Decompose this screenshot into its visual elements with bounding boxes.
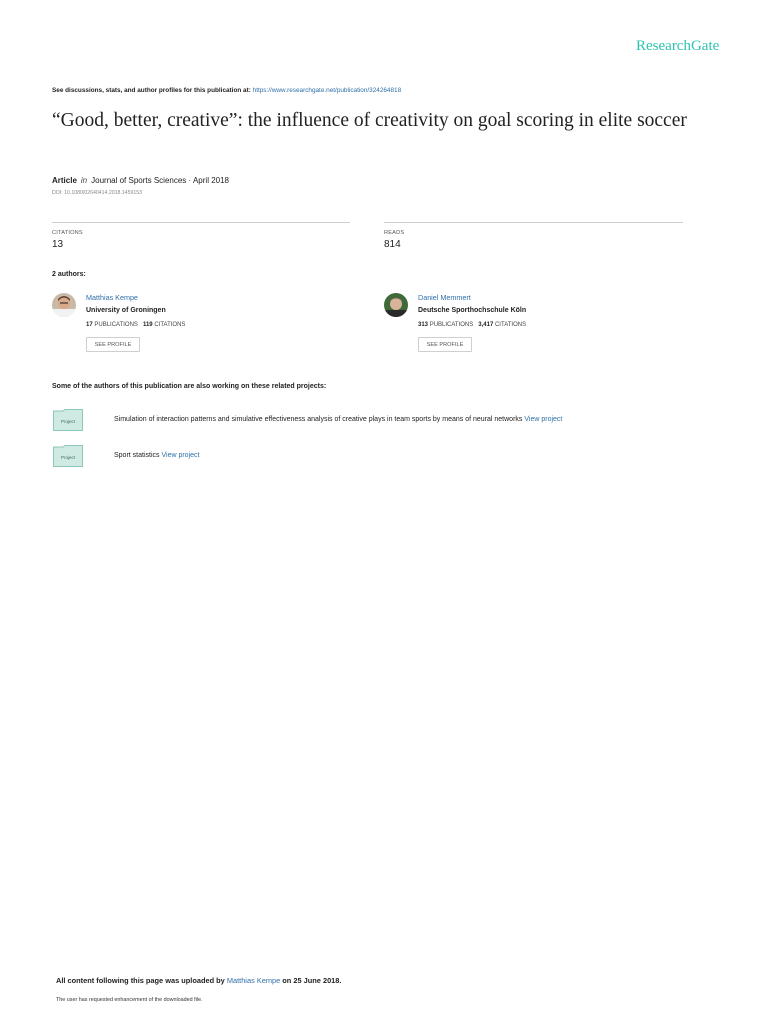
related-projects-heading: Some of the authors of this publication are also working on these related projects: xyxy=(52,383,327,390)
author-name-kempe[interactable]: Matthias Kempe xyxy=(86,293,138,302)
view-project-link-1[interactable]: View project xyxy=(524,416,563,423)
citations-divider xyxy=(52,222,350,223)
publication-url-link[interactable]: https://www.researchgate.net/publication/324264818 xyxy=(252,87,402,94)
reads-count: 814 xyxy=(384,239,401,250)
project-folder-icon xyxy=(53,445,83,467)
uploader-link[interactable]: Matthias Kempe xyxy=(226,976,281,985)
enhancement-note: The user has requested enhancement of the downloaded file. xyxy=(56,997,203,1003)
reads-divider xyxy=(384,222,683,223)
researchgate-logo[interactable]: ResearchGate xyxy=(636,38,720,54)
author-avatar-memmert[interactable] xyxy=(384,293,408,317)
author-citations-count: 3,417 xyxy=(478,322,494,328)
author-stats-kempe xyxy=(86,322,185,328)
citations-count: 13 xyxy=(52,239,64,250)
doi-text: DOI: 10.1080/02640414.2018.1459153 xyxy=(52,190,142,196)
author-institution-memmert: Deutsche Sporthochschule Köln xyxy=(418,307,527,314)
project-item-2 xyxy=(114,452,199,459)
citations-label: CITATIONS xyxy=(52,230,83,236)
see-discussions-line xyxy=(52,87,401,94)
project-icon-label: Project xyxy=(60,455,76,460)
article-type: Article xyxy=(52,176,77,185)
author-citations-count: 119 xyxy=(142,322,153,328)
author-stats-memmert xyxy=(418,322,526,328)
author-name-memmert[interactable]: Daniel Memmert xyxy=(418,293,471,302)
author-publications-count: 313 xyxy=(418,322,429,328)
journal-name: Journal of Sports Sciences · April 2018 xyxy=(91,176,229,185)
see-profile-button-kempe[interactable]: SEE PROFILE xyxy=(86,337,140,352)
author-citations-label: CITATIONS xyxy=(154,322,186,328)
view-project-link-2[interactable]: View project xyxy=(161,452,200,459)
author-publications-count: 17 xyxy=(86,322,93,328)
project-item-1 xyxy=(114,416,562,423)
see-profile-button-memmert[interactable]: SEE PROFILE xyxy=(418,337,472,352)
author-citations-label: CITATIONS xyxy=(494,322,527,328)
uploaded-prefix: All content following this page was uploaded by xyxy=(56,976,225,985)
uploaded-suffix: on 25 June 2018. xyxy=(282,976,342,985)
authors-count: 2 authors: xyxy=(52,271,86,278)
project-title-1: Simulation of interaction patterns and simulative effectiveness analysis of creative plays in team sports by means of neural networks xyxy=(114,416,523,423)
project-folder-icon xyxy=(53,409,83,431)
project-icon-label: Project xyxy=(60,419,76,424)
see-discussions-text: See discussions, stats, and author profiles for this publication at: xyxy=(52,87,251,94)
in-word: in xyxy=(80,176,88,185)
uploaded-by-line xyxy=(56,976,341,985)
author-publications-label: PUBLICATIONS xyxy=(94,322,138,328)
article-info xyxy=(52,176,229,185)
author-avatar-kempe[interactable] xyxy=(52,293,76,317)
author-publications-label: PUBLICATIONS xyxy=(429,322,474,328)
paper-title: “Good, better, creative”: the influence of creativity on goal scoring in elite soccer xyxy=(52,110,687,131)
author-institution-kempe: University of Groningen xyxy=(86,307,166,314)
project-title-2: Sport statistics xyxy=(114,452,160,459)
reads-label: READS xyxy=(384,230,405,236)
